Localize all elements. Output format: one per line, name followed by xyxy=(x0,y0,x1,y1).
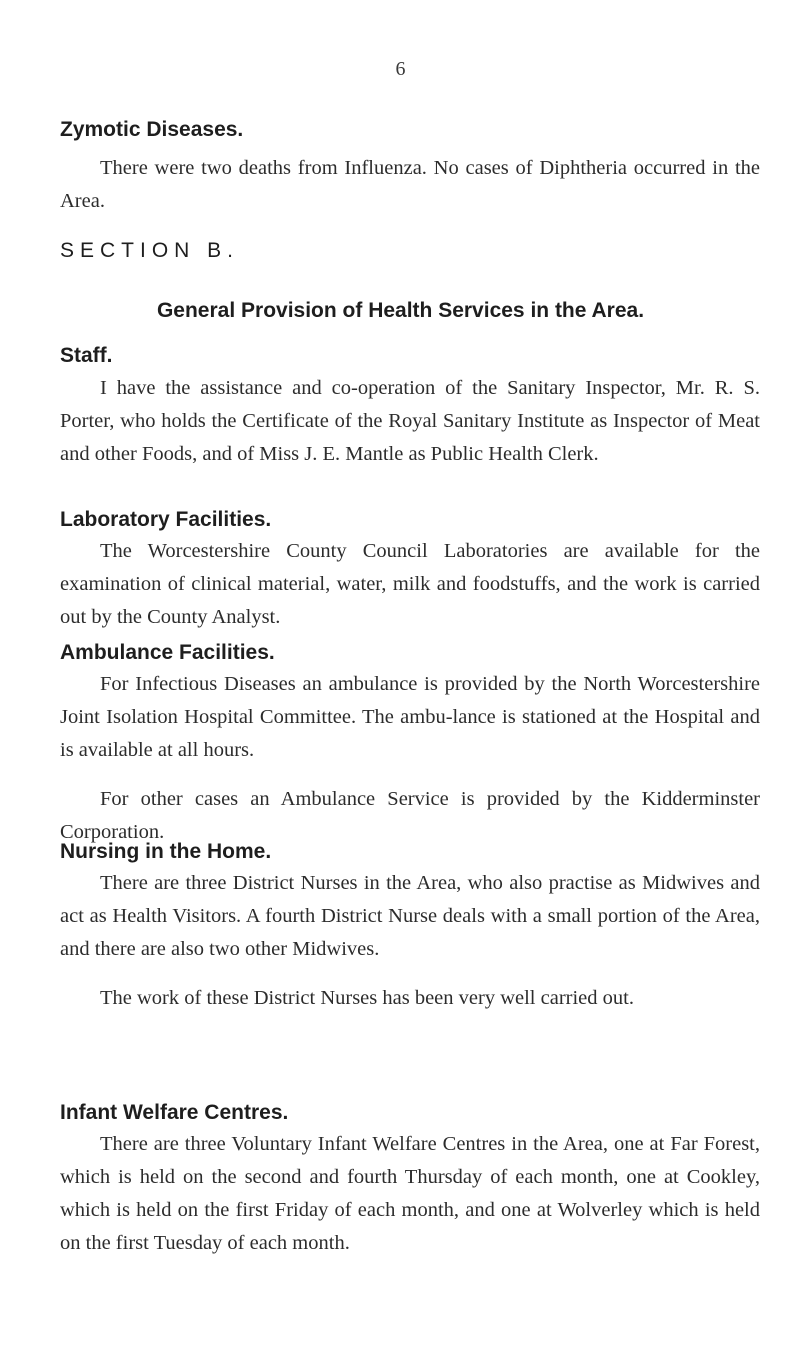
nursing-paragraph-2: The work of these District Nurses has been very well carried out. xyxy=(100,987,634,1009)
infant-welfare-section xyxy=(60,1098,760,1260)
zymotic-section xyxy=(60,115,760,218)
laboratory-heading: Laboratory Facilities. xyxy=(60,508,272,531)
page-number: 6 xyxy=(395,58,406,80)
zymotic-paragraph: There were two deaths from Influenza. No cases of Diphtheria occurred in the Area. xyxy=(60,157,760,212)
general-provision-block xyxy=(0,296,801,326)
nursing-paragraph-1: There are three District Nurses in the Area, who also practise as Midwives and act as Health Visitors. A fourth District Nurse deals with a small portion of the Area, and there are also two other Midwives. xyxy=(60,872,760,960)
infant-welfare-paragraph: There are three Voluntary Infant Welfare Centres in the Area, one at Far Forest, which is held on the second and fourth Thursday of each month, one at Cookley, which is held on the first Friday of each month, and one at Wolverley which is held on the first Tuesday of each month. xyxy=(60,1133,760,1254)
section-b-label: SECTION B. xyxy=(60,239,240,262)
staff-heading: Staff. xyxy=(60,344,113,367)
staff-paragraph: I have the assistance and co-operation of the Sanitary Inspector, Mr. R. S. Porter, who holds the Certificate of the Royal Sanitary Institute as Inspector of Meat and other Foods, and of Miss J. E. Mantle as Public Health Clerk. xyxy=(60,377,760,465)
nursing-heading: Nursing in the Home. xyxy=(60,840,272,863)
general-provision-title: General Provision of Health Services in the Area. xyxy=(156,299,645,322)
infant-welfare-heading: Infant Welfare Centres. xyxy=(60,1101,289,1124)
ambulance-heading: Ambulance Facilities. xyxy=(60,641,275,664)
laboratory-section xyxy=(60,505,760,634)
zymotic-heading: Zymotic Diseases. xyxy=(60,118,244,141)
ambulance-paragraph-2: For other cases an Ambulance Service is provided by the Kidderminster Corporation. xyxy=(60,788,760,843)
nursing-section xyxy=(60,837,760,1015)
staff-section xyxy=(60,341,760,471)
ambulance-paragraph-1: For Infectious Diseases an ambulance is provided by the North Worcestershire Joint Isolation Hospital Committee. The ambu-lance is stationed at the Hospital and is available at all hours. xyxy=(60,673,760,761)
section-b-label-block xyxy=(60,236,760,266)
ambulance-section xyxy=(60,638,760,849)
laboratory-paragraph: The Worcestershire County Council Laboratories are available for the examination of clinical material, water, milk and foodstuffs, and the work is carried out by the County Analyst. xyxy=(60,540,760,628)
